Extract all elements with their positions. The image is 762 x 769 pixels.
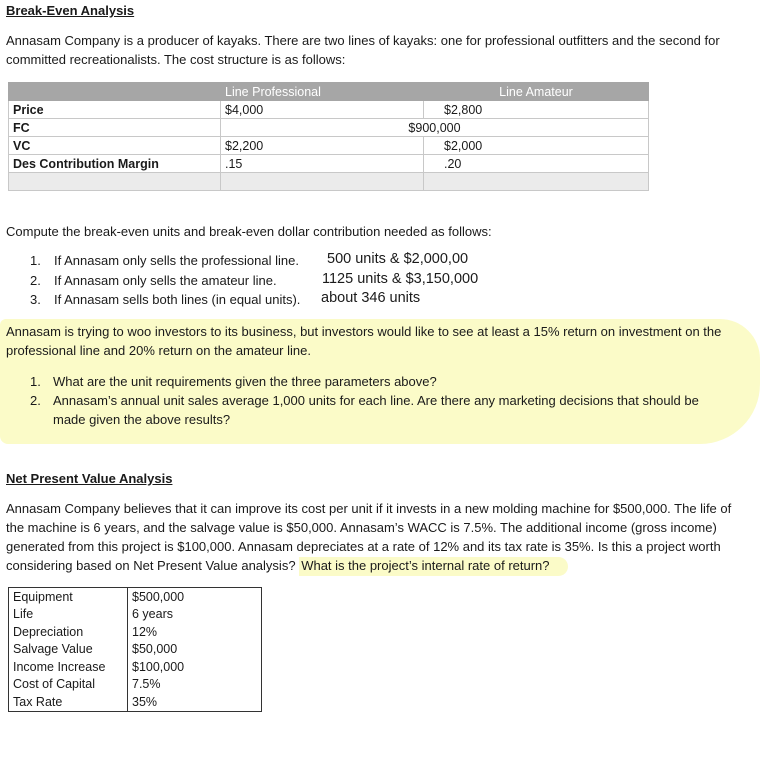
cell-professional: $4,000: [221, 101, 424, 119]
col-professional-header: Line Professional: [221, 83, 424, 101]
cell-amateur: $2,800: [424, 101, 649, 119]
npv-label: Depreciation: [9, 623, 128, 641]
cost-structure-table: [8, 82, 649, 191]
break-even-heading: Break-Even Analysis: [6, 3, 135, 18]
list-item-num: 1.: [30, 253, 41, 268]
list-item-text: Annasam’s annual unit sales average 1,000 units for each line. Are there any marketing decisions that should be made given the above results?: [53, 393, 699, 427]
cell-amateur: $2,000: [424, 137, 649, 155]
cell-professional: .15: [221, 155, 424, 173]
npv-label: Cost of Capital: [9, 676, 128, 694]
table-row-empty: [9, 173, 649, 191]
npv-heading: Net Present Value Analysis: [6, 471, 173, 486]
cell-fixed-cost: $900,000: [221, 119, 649, 137]
npv-label: Income Increase: [9, 658, 128, 676]
npv-label: Life: [9, 606, 128, 624]
answer-professional: 500 units & $2,000,00: [327, 251, 469, 267]
npv-value: 12%: [132, 624, 158, 639]
compute-prompt: Compute the break-even units and break-even dollar contribution needed as follows:: [6, 224, 492, 239]
table-row: [9, 658, 262, 676]
npv-value: $100,000: [132, 659, 185, 674]
row-label: Price: [9, 101, 221, 119]
npv-label: Salvage Value: [9, 641, 128, 659]
npv-value: 7.5%: [132, 677, 161, 692]
list-item-text: If Annasam only sells the professional line.: [54, 253, 299, 268]
table-row-fc: [9, 119, 649, 137]
break-even-intro: Annasam Company is a producer of kayaks. There are two lines of kayaks: one for professional outfitters and the second for committed recreationalists. The cost structure is as follows:: [6, 33, 720, 67]
npv-paragraph-text: Annasam Company believes that it can improve its cost per unit if it invests in a new molding machine for $500,000. The life of the machine is 6 years, and the salvage value is $50,000. Annasam’s WACC is 7.5%. The additional income (gross income) generated from this project is $100,000. Annasam depreciates at a rate of 12% and its tax rate is 35%. Is this a project worth considering based on Net Present Value analysis?: [6, 501, 732, 573]
row-label: Des Contribution Margin: [9, 155, 221, 173]
list-item: [6, 391, 726, 429]
table-row: [9, 623, 262, 641]
table-row: [9, 693, 262, 711]
table-row: [9, 588, 262, 606]
list-item-num: 1.: [30, 374, 41, 389]
npv-paragraph: [6, 499, 746, 575]
answer-both-lines: about 346 units: [321, 290, 421, 306]
list-item: [6, 372, 726, 391]
list-item-text: What are the unit requirements given the three parameters above?: [53, 374, 437, 389]
list-item-num: 3.: [30, 292, 41, 307]
table-row: [9, 641, 262, 659]
list-item-num: 2.: [30, 393, 41, 408]
table-row-dcm: [9, 155, 649, 173]
list-item-text: If Annasam only sells the amateur line.: [54, 273, 277, 288]
col-amateur-header: Line Amateur: [424, 83, 649, 101]
cell-professional: $2,200: [221, 137, 424, 155]
investor-questions: [6, 372, 726, 429]
npv-label: Equipment: [9, 588, 128, 606]
list-item-text: If Annasam sells both lines (in equal units).: [54, 292, 301, 307]
row-label: VC: [9, 137, 221, 155]
npv-value: 6 years: [132, 607, 173, 622]
npv-label: Tax Rate: [9, 693, 128, 711]
investor-paragraph: Annasam is trying to woo investors to its business, but investors would like to see at least a 15% return on investment on the professional line and 20% return on the amateur line.: [6, 324, 722, 358]
npv-inputs-table: [8, 587, 262, 712]
table-row-vc: [9, 137, 649, 155]
table-row-price: [9, 101, 649, 119]
npv-value: $500,000: [132, 589, 185, 604]
list-item-num: 2.: [30, 273, 41, 288]
table-row: [9, 676, 262, 694]
cell-amateur: .20: [424, 155, 649, 173]
row-label: FC: [9, 119, 221, 137]
answer-amateur: 1125 units & $3,150,000: [322, 271, 479, 287]
cost-table-header: [9, 83, 649, 101]
npv-value: 35%: [132, 694, 158, 709]
npv-value: $50,000: [132, 642, 178, 657]
irr-question-highlight: What is the project’s internal rate of return?: [299, 557, 567, 576]
table-row: [9, 606, 262, 624]
